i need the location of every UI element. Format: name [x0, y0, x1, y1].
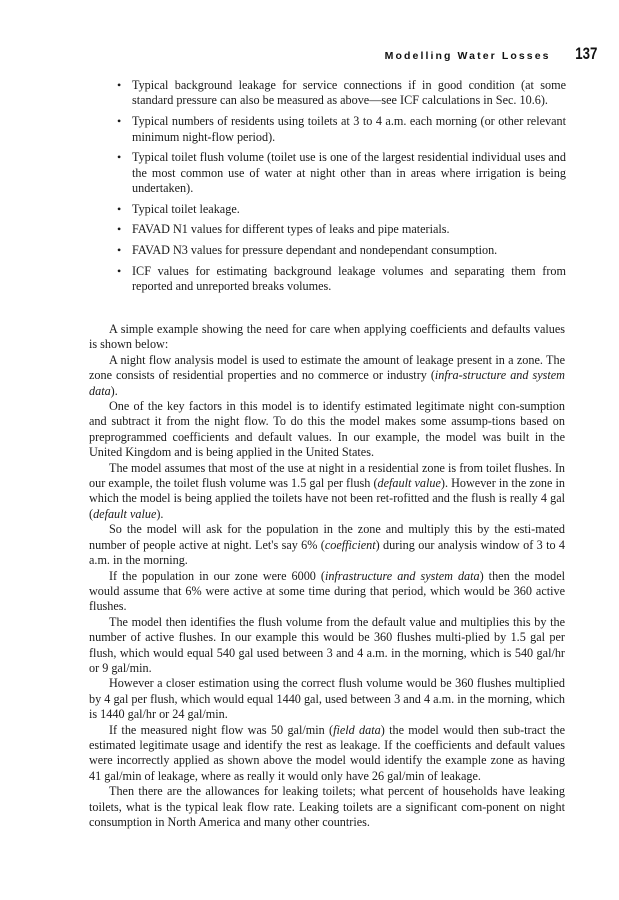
list-item: • FAVAD N3 values for pressure dependant and nondependant consumption. [117, 243, 566, 258]
paragraph-text: ) then the model would assume that 6% were active at some time during that period, which would be 360 active flushes. [89, 568, 565, 614]
page-number: 137 [574, 44, 597, 63]
bullet-list [117, 78, 566, 300]
italic-term: default value [377, 476, 441, 491]
paragraph [89, 676, 565, 722]
paragraph-text: The model then identifies the flush volume from the default value and multiplies this by the number of active flushes. In our example this would be 360 flushes multi-plied by 1.5 gal per flush, which would equal 540 gal used between 3 and 4 a.m. in the morning, which is 540 gal/hr or 9 gal/min. [89, 614, 565, 675]
paragraph-text: A simple example showing the need for care when applying coefficients and defaults values is shown below: [89, 322, 565, 352]
paragraph-text: ). [156, 506, 164, 521]
paragraph-text: ) during our analysis window of 3 to 4 a.m. in the morning. [89, 537, 566, 568]
list-item: • FAVAD N1 values for different types of leaks and pipe materials. [117, 222, 566, 237]
paragraph-text: Then there are the allowances for leaking toilets; what percent of households have leaking toilets, what is the typical leak flow rate. Leaking toilets are a significant com-ponent on night consumption in North America and many other countries. [89, 784, 565, 829]
italic-term: coefficient [324, 537, 376, 552]
body-text [89, 322, 565, 830]
paragraph-text: The model assumes that most of the use at night in a residential zone is from toilet flushes. In our example, the toilet flush volume was 1.5 gal per flush ( [89, 460, 565, 491]
list-item: • Typical background leakage for service connections if in good condition (at some standard pressure can also be measured as above—see ICF calculations in Sec. 10.6). [117, 78, 566, 109]
paragraph [89, 322, 565, 353]
paragraph-text: One of the key factors in this model is to identify estimated legitimate night con-sumption and subtract it from the night flow. To do this the model makes some assump-tions based on preprogrammed coefficients and default values. In our example, the model was built in the United Kingdom and is being applied in the United States. [89, 399, 565, 460]
paragraph [89, 784, 565, 830]
paragraph-text: ) the model would then sub-tract the estimated legitimate usage and identify the rest as leakage. If the coefficients and default values were incorrectly applied as shown above the model would identify the example zone as having 41 gal/min of leakage, where as really it would only have 26 gal/min of leakage. [89, 722, 566, 783]
paragraph [89, 522, 565, 568]
paragraph-text: If the population in our zone were 6000 ( [109, 568, 325, 583]
italic-term: infrastructure and system data [324, 568, 480, 583]
paragraph [89, 615, 565, 677]
paragraph-text: So the model will ask for the population in the zone and multiply this by the esti-mated number of people active at night. Let's say 6% ( [89, 522, 565, 552]
paragraph [89, 723, 565, 785]
page-header [60, 44, 597, 64]
paragraph [89, 569, 565, 615]
paragraph [89, 399, 565, 461]
paragraph [89, 461, 565, 523]
list-item: • Typical numbers of residents using toilets at 3 to 4 a.m. each morning (or other relevant minimum night-flow period). [117, 114, 566, 145]
paragraph-text: However a closer estimation using the correct flush volume would be 360 flushes multiplied by 4 gal per flush, which would equal 1440 gal, used between 3 and 4 a.m. in the morning, which is 1440 gal/hr or 24 gal/min. [89, 676, 565, 722]
italic-term: field data [333, 722, 381, 737]
paragraph [89, 353, 565, 399]
italic-term: default value [93, 506, 157, 521]
paragraph-text: ). [110, 383, 118, 398]
italic-term: infra-structure and system data [89, 368, 565, 398]
list-item: • ICF values for estimating background leakage volumes and separating them from reported and unreported breaks volumes. [117, 264, 566, 295]
paragraph-text: If the measured night flow was 50 gal/min ( [109, 722, 334, 737]
running-title: Modelling Water Losses [384, 50, 551, 62]
list-item: • Typical toilet leakage. [117, 202, 566, 217]
paragraph-text: ). However in the zone in which the model is being applied the toilets have not been ret-rofitted and the flush is really 4 gal ( [89, 476, 565, 521]
list-item: • Typical toilet flush volume (toilet use is one of the largest residential individual uses and the most common use of water at night other than in areas where irrigation is being undertaken). [117, 150, 566, 196]
paragraph-text: A night flow analysis model is used to estimate the amount of leakage present in a zone. The zone consists of residential properties and no commerce or industry ( [89, 352, 565, 383]
